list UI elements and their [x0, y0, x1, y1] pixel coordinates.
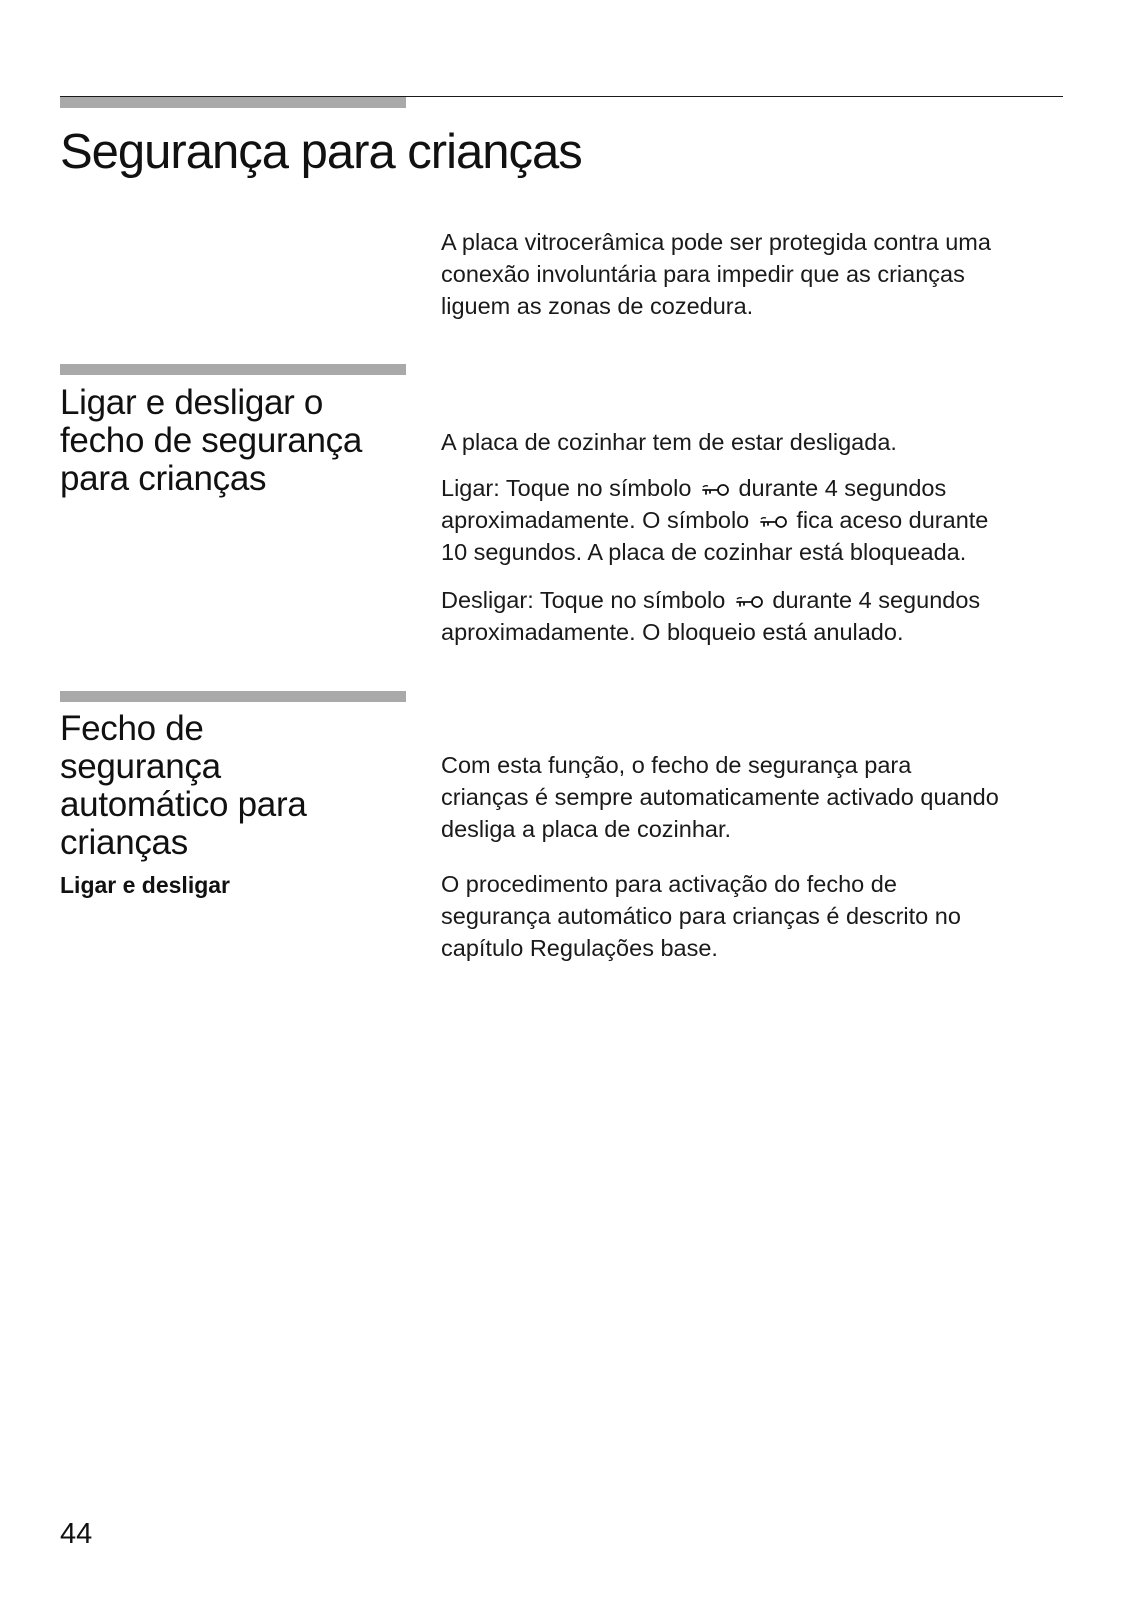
intro-paragraph: [441, 226, 1081, 322]
title-bar: [60, 97, 406, 108]
para-line: [441, 584, 1081, 616]
para-line: aproximadamente. O bloqueio está anulado.: [441, 619, 904, 645]
section1-bar: [60, 364, 406, 375]
heading-line: para crianças: [60, 459, 267, 498]
para-line: [441, 504, 1081, 536]
section2-heading: [60, 710, 420, 862]
para-line: [441, 472, 1081, 504]
page-title: Segurança para crianças: [60, 125, 582, 179]
heading-line: Fecho de: [60, 709, 204, 748]
para-line: segurança automático para crianças é descrito no: [441, 903, 961, 929]
section1-heading: [60, 384, 420, 498]
heading-line: automático para: [60, 785, 307, 824]
para-text: Ligar: Toque no símbolo: [441, 475, 692, 501]
para-line: crianças é sempre automaticamente activado quando: [441, 784, 999, 810]
para-line: Com esta função, o fecho de segurança para: [441, 752, 912, 778]
key-icon: [734, 595, 764, 609]
para-line: A placa de cozinhar tem de estar desligada.: [441, 429, 897, 455]
page-number: 44: [60, 1518, 93, 1550]
para-text: durante 4 segundos: [738, 475, 947, 501]
section2-paragraph-b: [441, 868, 1081, 964]
intro-line: conexão involuntária para impedir que as crianças: [441, 261, 965, 287]
intro-line: liguem as zonas de cozedura.: [441, 293, 754, 319]
section2-bar: [60, 691, 406, 702]
intro-line: A placa vitrocerâmica pode ser protegida contra uma: [441, 229, 991, 255]
key-icon: [700, 483, 730, 497]
section2-subheading: Ligar e desligar: [60, 872, 231, 898]
para-text: durante 4 segundos: [772, 587, 981, 613]
heading-line: segurança: [60, 747, 221, 786]
heading-line: crianças: [60, 823, 188, 862]
heading-line: fecho de segurança: [60, 421, 363, 460]
section1-paragraph-b: [441, 472, 1081, 568]
para-line: desliga a placa de cozinhar.: [441, 816, 732, 842]
section2-paragraph-a: [441, 749, 1081, 845]
para-text: Desligar: Toque no símbolo: [441, 587, 726, 613]
section1-paragraph-a: [441, 426, 1081, 458]
section1-paragraph-c: [441, 584, 1081, 648]
para-line: O procedimento para activação do fecho de: [441, 871, 897, 897]
para-line: capítulo Regulações base.: [441, 935, 718, 961]
para-line: 10 segundos. A placa de cozinhar está bloqueada.: [441, 539, 967, 565]
key-icon: [758, 515, 788, 529]
para-text: aproximadamente. O símbolo: [441, 507, 750, 533]
heading-line: Ligar e desligar o: [60, 383, 324, 422]
para-text: fica aceso durante: [796, 507, 989, 533]
